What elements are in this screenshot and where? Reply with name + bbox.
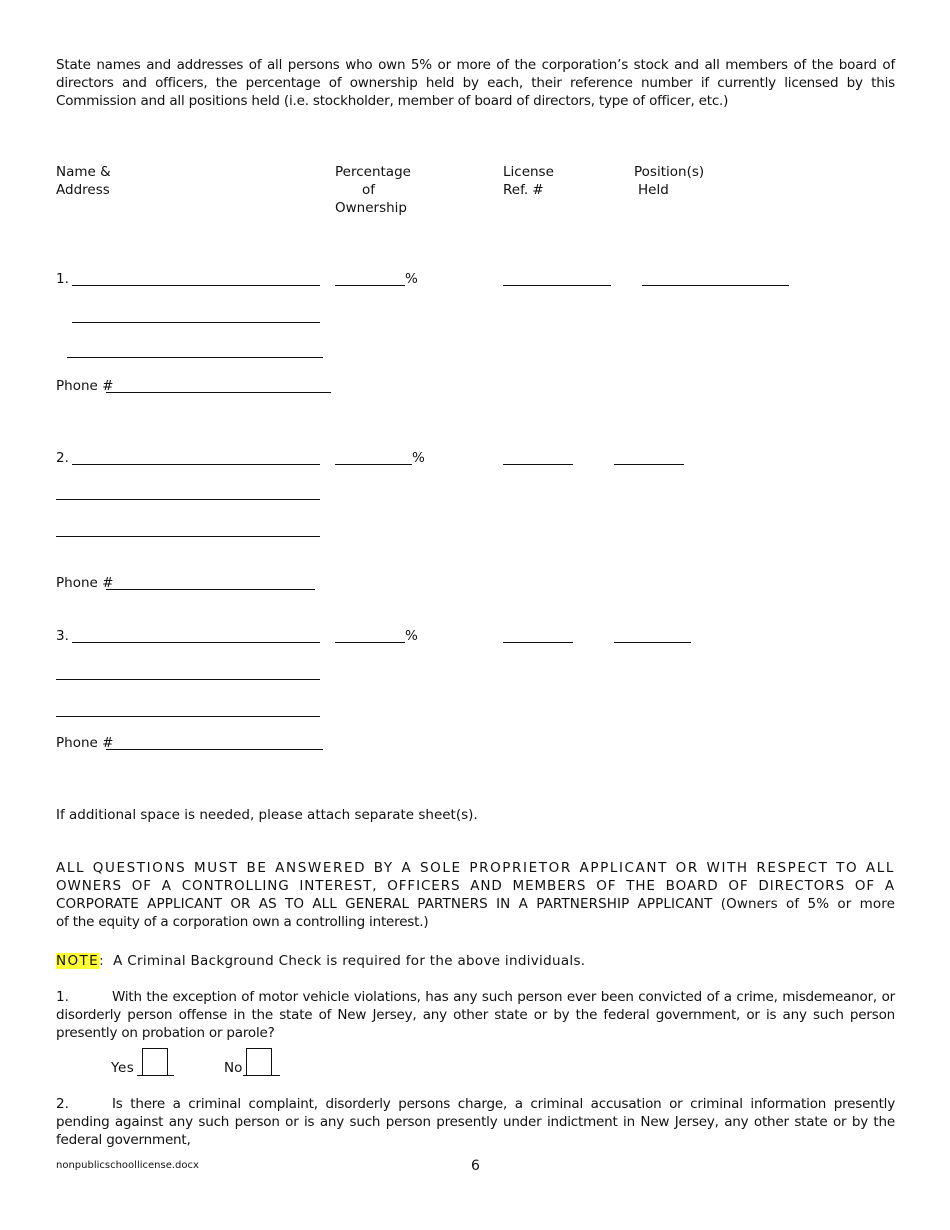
entry-1-number: 1. [56, 271, 69, 287]
header-of: of [362, 182, 376, 198]
header-positions: Position(s) [634, 164, 705, 180]
header-address: Address [56, 182, 110, 198]
question-1-yes-checkbox[interactable] [142, 1048, 168, 1076]
entry-3-license-line[interactable] [503, 642, 573, 643]
entry-2-percent-sign: % [412, 450, 425, 466]
entry-3-number: 3. [56, 628, 69, 644]
criminal-check-note [56, 952, 585, 970]
entry-3-phone-label: Phone # [56, 735, 114, 751]
question-2-text: Is there a criminal complaint, disorderly persons charge, a criminal accusation or criminal information presently pending against any such person or is any such person presently under indictment in New Jersey, any other state or by the federal government, [56, 1096, 895, 1148]
entry-3-address-line-2[interactable] [56, 716, 320, 717]
question-1-no-checkbox[interactable] [246, 1048, 272, 1076]
header-ref: Ref. # [503, 182, 544, 198]
all-questions-line-3: CORPORATE APPLICANT OR AS TO ALL GENERAL PARTNERS IN A PARTNERSHIP APPLICANT (Owners of 5% or more [56, 896, 895, 912]
entry-1-license-line[interactable] [503, 285, 611, 286]
entry-3-percent-line[interactable] [335, 642, 405, 643]
page-number: 6 [471, 1158, 480, 1174]
entry-3-address-line-1[interactable] [56, 679, 320, 680]
entry-3-position-line[interactable] [614, 642, 691, 643]
entry-1-name-line[interactable] [72, 285, 320, 286]
entry-3-name-line[interactable] [72, 642, 320, 643]
footer-filename: nonpublicschoollicense.docx [56, 1160, 199, 1171]
entry-1-percent-sign: % [405, 271, 418, 287]
entry-1-address-line-1[interactable] [72, 322, 320, 323]
entry-1-address-line-2[interactable] [67, 357, 323, 358]
entry-2-position-line[interactable] [614, 464, 684, 465]
entry-2-percent-line[interactable] [335, 464, 412, 465]
entry-2-name-line[interactable] [72, 464, 320, 465]
entry-2-license-line[interactable] [503, 464, 573, 465]
question-1-text: With the exception of motor vehicle violations, has any such person ever been convicted of a crime, misdemeanor, or disorderly person offense in the state of New Jersey, any other state or by the federal government, or is any such person presently on probation or parole? [56, 989, 895, 1041]
entry-2-phone-line[interactable] [106, 589, 315, 590]
question-1-number: 1. [56, 989, 69, 1005]
question-1-no-label: No [224, 1060, 243, 1076]
header-license: License [503, 164, 554, 180]
entry-1-position-line[interactable] [642, 285, 789, 286]
entry-2-address-line-1[interactable] [56, 499, 320, 500]
header-percentage: Percentage [335, 164, 411, 180]
all-questions-line-1: ALL QUESTIONS MUST BE ANSWERED BY A SOLE PROPRIETOR APPLICANT OR WITH RESPECT TO ALL [56, 860, 895, 876]
entry-2-number: 2. [56, 450, 69, 466]
entry-1-percent-line[interactable] [335, 285, 405, 286]
note-text: : A Criminal Background Check is required for the above individuals. [99, 953, 586, 969]
entry-1-phone-line[interactable] [106, 392, 331, 393]
question-2-number: 2. [56, 1096, 69, 1112]
header-name: Name & [56, 164, 111, 180]
question-1-yes-label: Yes [111, 1060, 135, 1076]
note-label: NOTE [56, 953, 100, 969]
entry-3-phone-line[interactable] [106, 749, 323, 750]
question-1-no-underline [243, 1075, 280, 1076]
entry-2-phone-label: Phone # [56, 575, 114, 591]
entry-1-phone-label: Phone # [56, 378, 114, 394]
additional-space-note: If additional space is needed, please attach separate sheet(s). [56, 807, 478, 823]
entry-3-percent-sign: % [405, 628, 418, 644]
header-ownership: Ownership [335, 200, 407, 216]
intro-paragraph: State names and addresses of all persons who own 5% or more of the corporation’s stock and all members of the board of directors and officers, the percentage of ownership held by each, their reference number if currently licensed by this Commission and all positions held (i.e. stockholder, member of board of directors, type of officer, etc.) [56, 57, 895, 109]
question-1-yes-underline [137, 1075, 174, 1076]
entry-2-address-line-2[interactable] [56, 536, 320, 537]
all-questions-line-2: OWNERS OF A CONTROLLING INTEREST, OFFICERS AND MEMBERS OF THE BOARD OF DIRECTORS OF A [56, 878, 895, 894]
all-questions-line-4: of the equity of a corporation own a controlling interest.) [56, 914, 429, 930]
header-held: Held [638, 182, 669, 198]
